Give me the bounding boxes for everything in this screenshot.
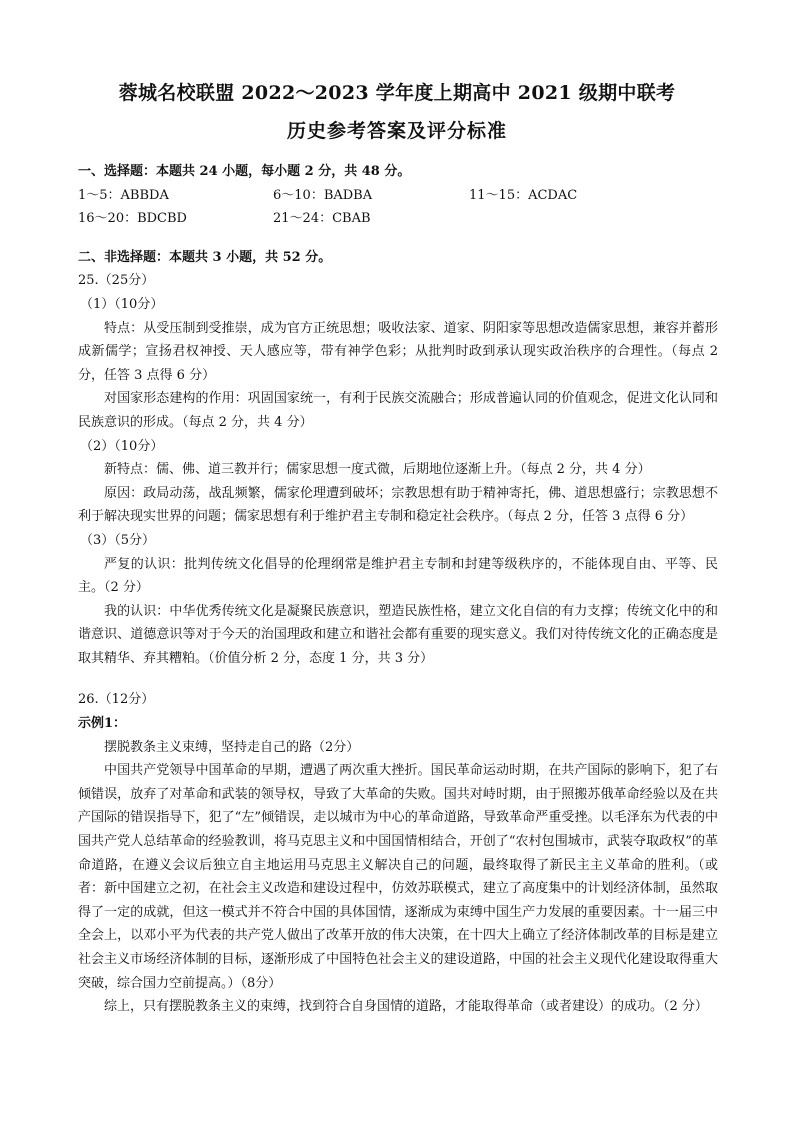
answer-group: 6～10：BADBA xyxy=(273,187,373,203)
q25-part1-features: 特点：从受压制到受推崇，成为官方正统思想；吸收法家、道家、阴阳家等思想改造儒家思想，兼容并蓄形成新儒学；宣扬君权神授、天人感应等，带有神学色彩；从批判时政到承认现实政治秩序的合理性。（每点 2 分，任答 3 点得 6 分） xyxy=(78,320,718,383)
document-title: 蓉城名校联盟 2022～2023 学年度上期高中 2021 级期中联考 xyxy=(118,82,676,104)
section1-heading: 一、选择题：本题共 24 小题，每小题 2 分，共 48 分。 xyxy=(78,164,411,179)
q25-part3-mine: 我的认识：中华优秀传统文化是凝聚民族意识，塑造民族性格，建立文化自信的有力支撑；传统文化中的和谐意识、道德意识等对于今天的治国理政和建立和谐社会都有重要的现实意义。我们对待传统文化的正确态度是取其精华、弃其糟粕。（价值分析 2 分，态度 1 分，共 3 分） xyxy=(78,603,718,666)
section2-heading: 二、非选择题：本题共 3 小题，共 52 分。 xyxy=(78,249,332,265)
q25-label: 25.（25分） xyxy=(78,273,155,289)
q26-label: 26.（12分） xyxy=(78,692,155,708)
q25-part2-label: （2）（10分） xyxy=(80,438,164,454)
answer-group: 16～20：BDCBD xyxy=(78,211,187,227)
q26-conclusion: 综上，只有摆脱教条主义的束缚，找到符合自身国情的道路，才能取得革命（或者建设）的成功。（2 分） xyxy=(104,999,708,1015)
q25-part3-label: （3）（5分） xyxy=(80,532,156,548)
answer-row-1 xyxy=(78,184,718,208)
q26-body: 中国共产党领导中国革命的早期，遭遇了两次重大挫折。国民革命运动时期，在共产国际的影响下，犯了右倾错误，放弃了对革命和武装的领导权，导致了大革命的失败。国共对峙时期，由于照搬苏俄革命经验以及在共产国际的错误指导下，犯了“左”倾错误，走以城市为中心的革命道路，导致革命严重受挫。以毛泽东为代表的中国共产党人总结革命的经验教训，将马克思主义和中国国情相结合，开创了“农村包围城市，武装夺取政权”的革命道路，在遵义会议后独立自主地运用马克思主义解决自己的问题，最终取得了新民主主义革命的胜利。（或者：新中国建立之初，在社会主义改造和建设过程中，仿效苏联模式，建立了高度集中的计划经济体制，虽然取得了一定的成就，但这一模式并不符合中国的具体国情，逐渐成为束缚中国生产力发展的重要因素。十一届三中全会上，以邓小平为代表的共产党人做出了改革开放的伟大决策，在十四大上确立了经济体制改革的目标是建立社会主义市场经济体制的目标，逐渐形成了中国特色社会主义的建设道路，中国的社会主义现代化建设取得重大突破，综合国力空前提高。）（8分） xyxy=(78,763,718,991)
document-body xyxy=(78,160,718,1019)
q26-thesis: 摆脱教条主义束缚，坚持走自己的路（2分） xyxy=(104,739,360,755)
document-subtitle: 历史参考答案及评分标准 xyxy=(286,120,507,142)
q25-part1-label: （1）（10分） xyxy=(80,296,164,312)
answer-group: 11～15：ACDAC xyxy=(469,187,578,203)
answer-group: 21～24：CBAB xyxy=(273,211,371,227)
q25-part3-yanfu: 严复的认识：批判传统文化倡导的伦理纲常是维护君主专制和封建等级秩序的，不能体现自由、平等、民主。（2 分） xyxy=(78,556,718,596)
answer-row-2 xyxy=(78,207,718,231)
answer-group: 1～5：ABBDA xyxy=(78,187,169,203)
q25-part2-reasons: 原因：政局动荡，战乱频繁，儒家伦理遭到破坏；宗教思想有助于精神寄托，佛、道思想盛行；宗教思想不利于解决现实世界的问题；儒家思想有利于维护君主专制和稳定社会秩序。（每点 2 分，任答 3 点得 6 分） xyxy=(78,485,718,525)
q25-part2-features: 新特点：儒、佛、道三教并行；儒家思想一度式微，后期地位逐渐上升。（每点 2 分，共 4 分） xyxy=(104,462,651,478)
q25-part1-role: 对国家形态建构的作用：巩固国家统一，有利于民族交流融合；形成普遍认同的价值观念，促进文化认同和民族意识的形成。（每点 2 分，共 4 分） xyxy=(78,391,718,430)
q26-example-label: 示例1： xyxy=(78,716,127,732)
